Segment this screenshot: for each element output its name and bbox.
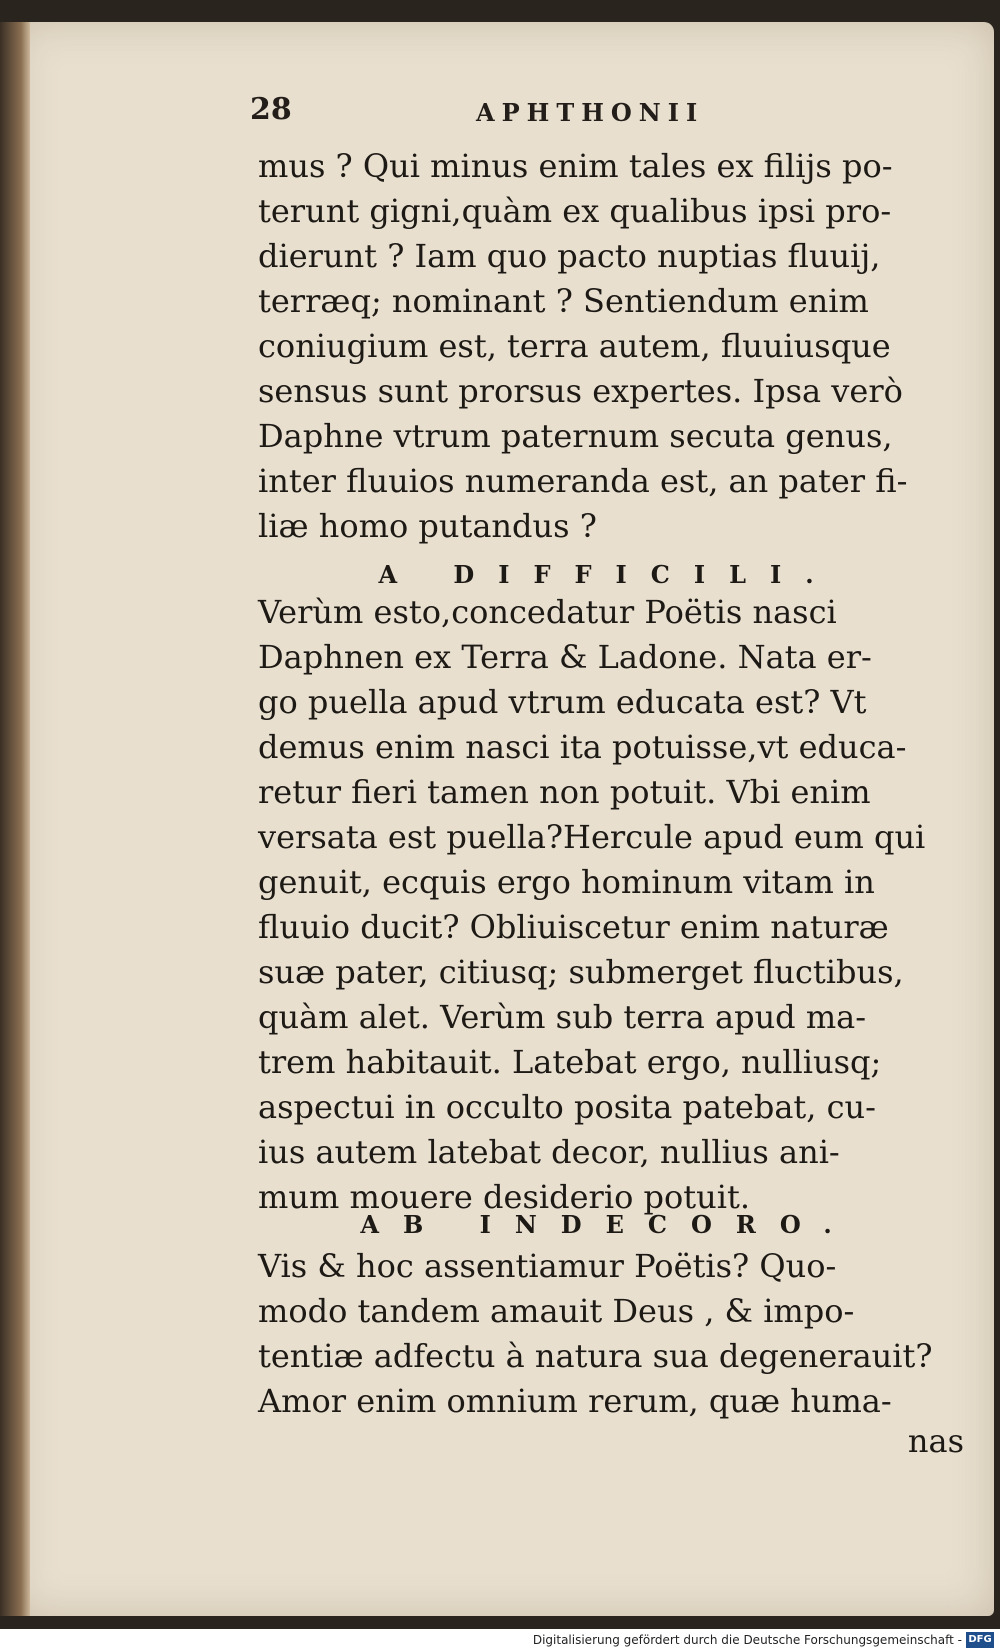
text-line: Amor enim omnium rerum, quæ huma- — [258, 1382, 892, 1420]
section-heading-indecoro: AB INDECORO. — [360, 1210, 856, 1239]
text-line: fluuio ducit? Obliuiscetur enim naturæ — [258, 908, 889, 946]
text-line: liæ homo putandus ? — [258, 507, 597, 545]
text-line: modo tandem amauit Deus , & impo- — [258, 1292, 855, 1330]
text-line: coniugium est, terra autem, fluuiusque — [258, 327, 891, 365]
text-line: Daphne vtrum paternum secuta genus, — [258, 417, 893, 455]
section-heading-difficili: A DIFFICILI. — [378, 560, 838, 589]
catchword: nas — [907, 1422, 964, 1460]
text-line: demus enim nasci ita potuisse,vt educa- — [258, 728, 907, 766]
text-line: ius autem latebat decor, nullius ani- — [258, 1133, 840, 1171]
text-line: retur fieri tamen non potuit. Vbi enim — [258, 773, 871, 811]
text-line: mus ? Qui minus enim tales ex filijs po- — [258, 147, 893, 185]
text-line: go puella apud vtrum educata est? Vt — [258, 683, 867, 721]
text-line: terunt gigni,quàm ex qualibus ipsi pro- — [258, 192, 892, 230]
text-line: quàm alet. Verùm sub terra apud ma- — [258, 998, 867, 1036]
text-line: Verùm esto,concedatur Poëtis nasci — [258, 593, 837, 631]
text-line: suæ pater, citiusq; submerget fluctibus, — [258, 953, 904, 991]
text-line: dierunt ? Iam quo pacto nuptias fluuij, — [258, 237, 881, 275]
text-line: versata est puella?Hercule apud eum qui — [258, 818, 926, 856]
book-spine-edge — [0, 22, 30, 1616]
dfg-logo: DFG — [966, 1632, 994, 1648]
text-line: aspectui in occulto posita patebat, cu- — [258, 1088, 876, 1126]
text-line: genuit, ecquis ergo hominum vitam in — [258, 863, 875, 901]
text-line: tentiæ adfectu à natura sua degenerauit? — [258, 1337, 933, 1375]
text-line: sensus sunt prorsus expertes. Ipsa verò — [258, 372, 903, 410]
footer-credit: Digitalisierung gefördert durch die Deutsche Forschungsgemeinschaft - — [532, 1633, 962, 1647]
running-head: APHTHONII — [476, 98, 705, 127]
text-line: terræq; nominant ? Sentiendum enim — [258, 282, 869, 320]
page-number: 28 — [250, 92, 292, 127]
text-line: inter fluuios numeranda est, an pater fi- — [258, 462, 908, 500]
paragraph-2 — [258, 590, 958, 1220]
text-line: trem habitauit. Latebat ergo, nulliusq; — [258, 1043, 882, 1081]
text-line: Daphnen ex Terra & Ladone. Nata er- — [258, 638, 872, 676]
paragraph-1 — [258, 144, 958, 549]
text-line: mum mouere desiderio potuit. — [258, 1178, 750, 1216]
text-line: Vis & hoc assentiamur Poëtis? Quo- — [258, 1247, 837, 1285]
paragraph-3 — [258, 1244, 958, 1424]
